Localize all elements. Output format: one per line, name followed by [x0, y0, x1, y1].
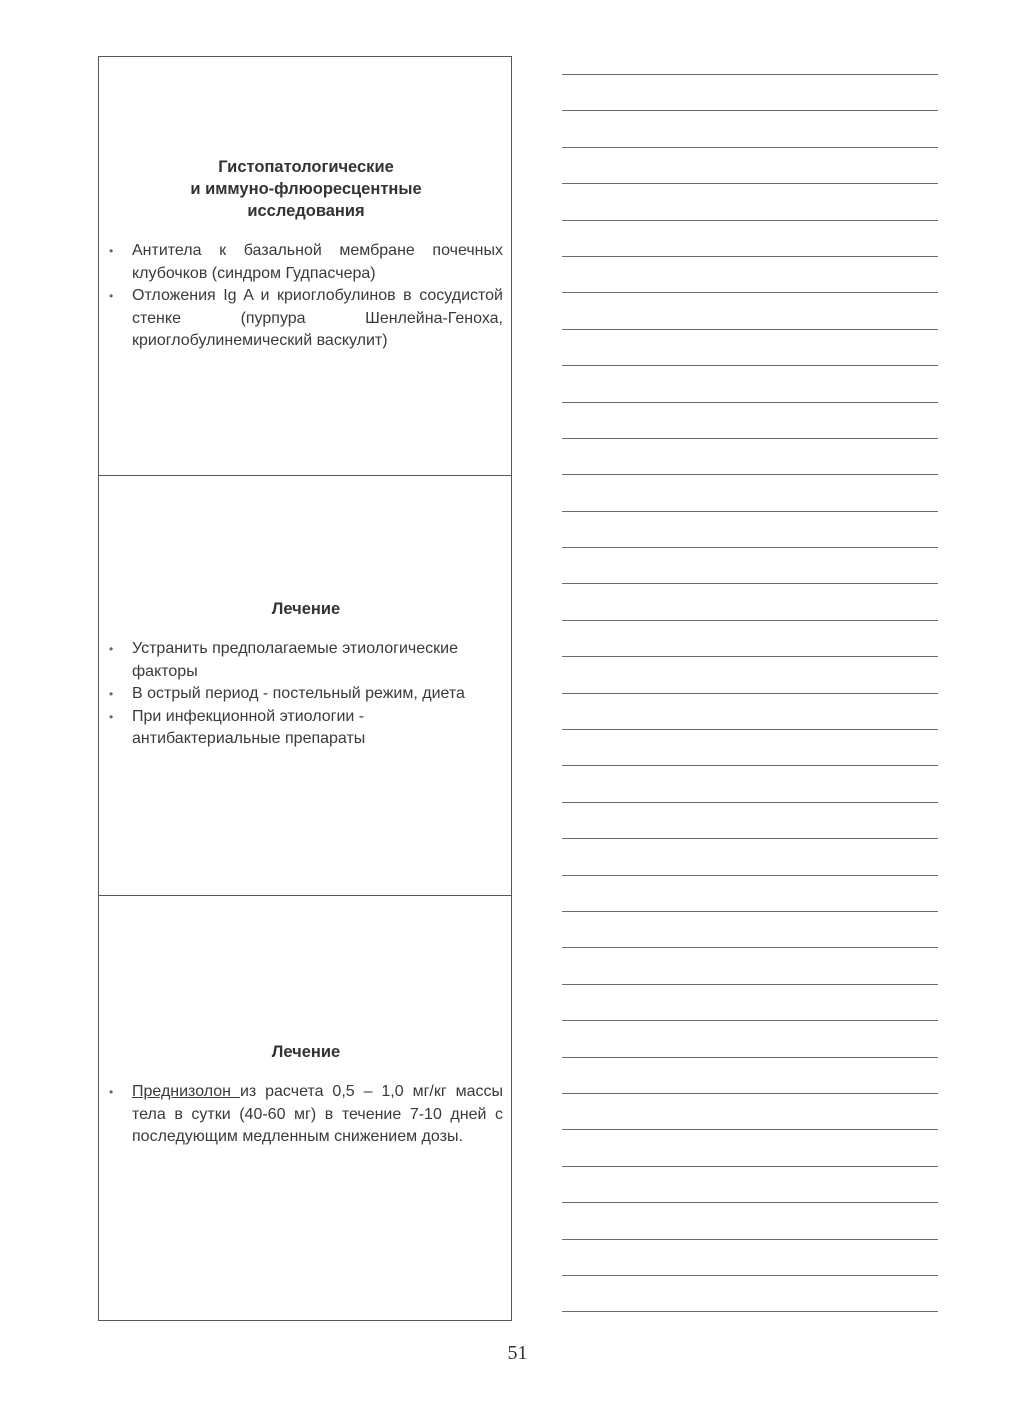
note-line — [562, 802, 938, 803]
bullet-list — [109, 240, 503, 353]
note-line — [562, 838, 938, 839]
note-line — [562, 1311, 938, 1312]
note-line — [562, 693, 938, 694]
note-line — [562, 875, 938, 876]
slide-histopathology — [99, 57, 511, 476]
bullet-list — [109, 1081, 503, 1149]
note-line — [562, 474, 938, 475]
note-line — [562, 1166, 938, 1167]
note-line — [562, 656, 938, 657]
note-line — [562, 110, 938, 111]
note-line — [562, 438, 938, 439]
bullet-item: • При инфекционной этиологии - антибактериальные препараты — [109, 706, 503, 751]
note-line — [562, 183, 938, 184]
note-line — [562, 547, 938, 548]
note-line — [562, 947, 938, 948]
note-line — [562, 1202, 938, 1203]
note-line — [562, 911, 938, 912]
note-line — [562, 1093, 938, 1094]
note-line — [562, 511, 938, 512]
slides-column — [98, 56, 512, 1321]
page-number: 51 — [507, 1342, 528, 1364]
note-line — [562, 329, 938, 330]
note-line — [562, 1020, 938, 1021]
bullet-item: • Устранить предполагаемые этиологические факторы — [109, 638, 503, 683]
drug-name: Преднизолон — [132, 1083, 240, 1100]
note-line — [562, 256, 938, 257]
note-line — [562, 765, 938, 766]
bullet-list — [109, 638, 503, 751]
note-line — [562, 1239, 938, 1240]
slide-title: Лечение — [271, 1043, 341, 1061]
bullet-item — [109, 1081, 503, 1149]
note-line — [562, 292, 938, 293]
note-line — [562, 220, 938, 221]
dosage-text: из расчета 0,5 – 1,0 мг/кг массы тела в сутки (40-60 мг) в течение 7-10 дней с последующим медленным снижением дозы. — [132, 1083, 504, 1145]
note-line — [562, 620, 938, 621]
note-line — [562, 365, 938, 366]
bullet-item: • Отложения Ig A и криоглобулинов в сосудистой стенке (пурпура Шенлейна-Геноха, криоглобулинемический васкулит) — [109, 285, 503, 353]
slide-treatment-prednisolone — [99, 896, 511, 1320]
notes-area — [562, 74, 938, 1348]
slide-title: Гистопатологические и иммуно-флюоресцентные исследования — [190, 158, 422, 220]
bullet-item: • В острый период - постельный режим, диета — [109, 683, 503, 706]
note-line — [562, 147, 938, 148]
note-line — [562, 729, 938, 730]
note-line — [562, 74, 938, 75]
note-line — [562, 984, 938, 985]
note-line — [562, 1129, 938, 1130]
note-line — [562, 583, 938, 584]
slide-title: Лечение — [271, 600, 341, 618]
note-line — [562, 402, 938, 403]
bullet-item: • Антитела к базальной мембране почечных клубочков (синдром Гудпасчера) — [109, 240, 503, 285]
slide-treatment-general — [99, 476, 511, 896]
note-line — [562, 1275, 938, 1276]
note-line — [562, 1057, 938, 1058]
